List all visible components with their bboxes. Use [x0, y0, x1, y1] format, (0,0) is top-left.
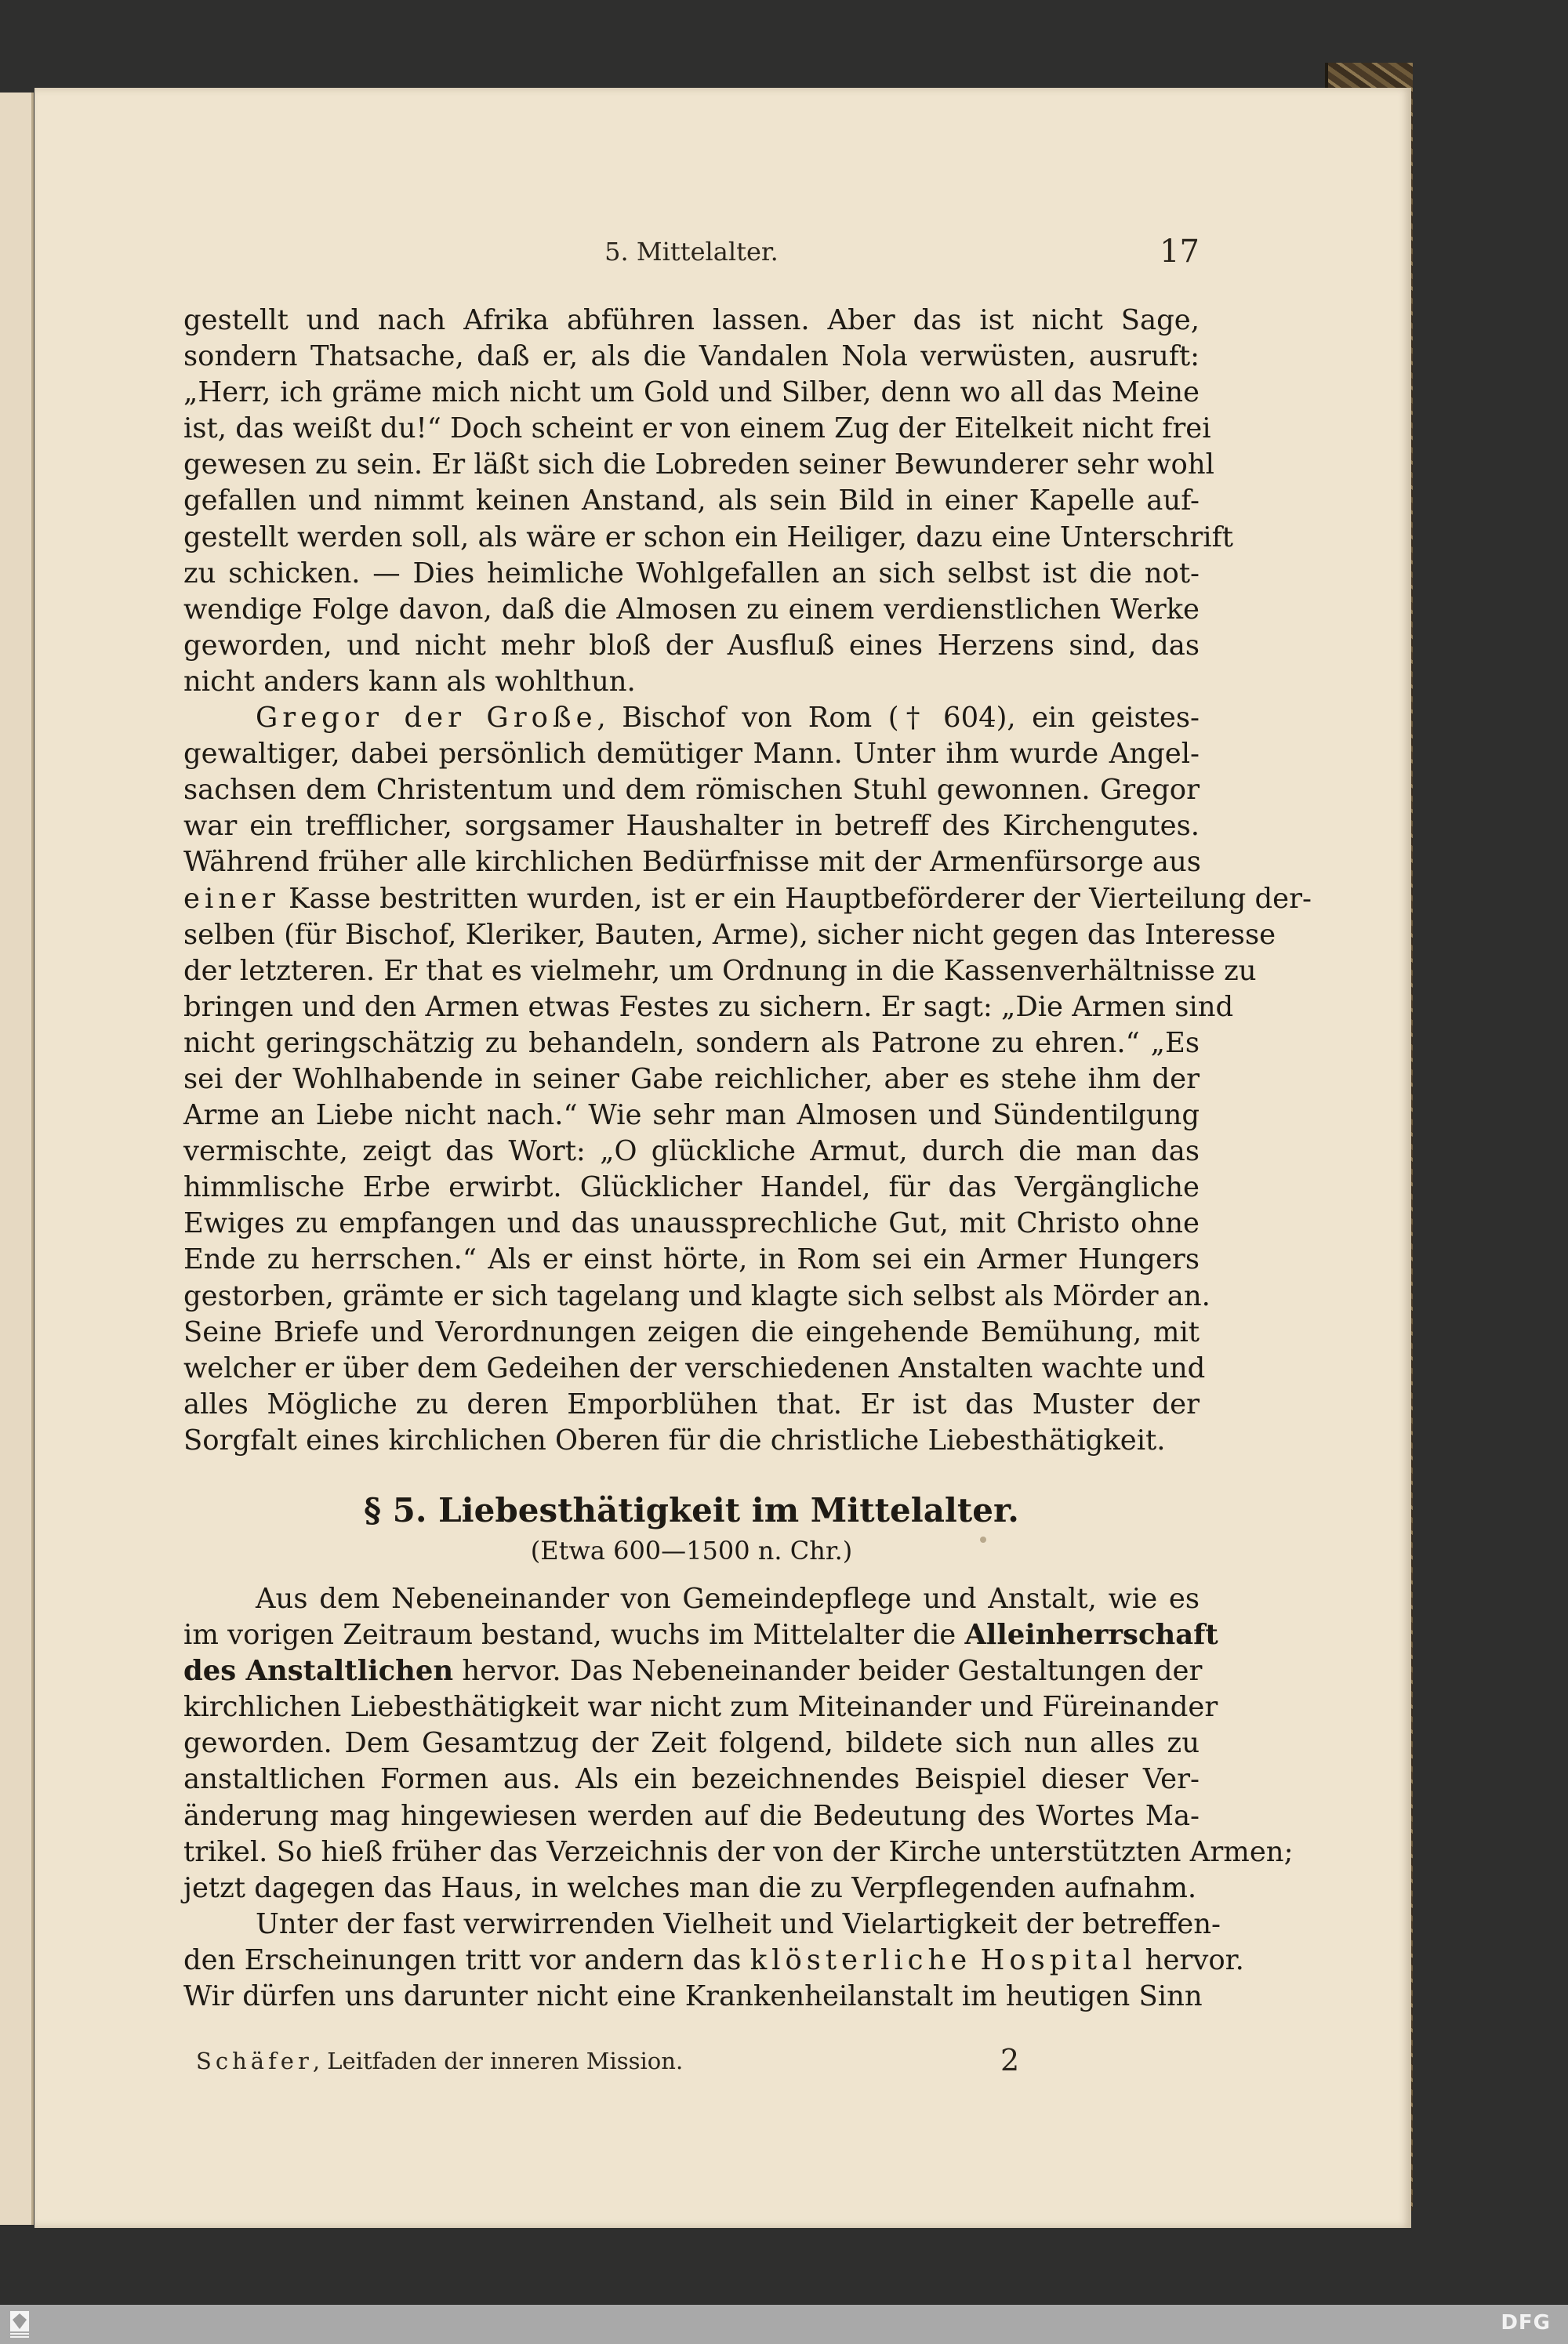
- text-line: Wir dürfen uns darunter nicht eine Krankenheilanstalt im heutigen Sinn: [183, 1980, 1203, 2013]
- text-line: sei der Wohlhabende in seiner Gabe reichlicher, aber es stehe ihm der: [183, 1062, 1200, 1095]
- body-text: [183, 303, 1312, 2015]
- text-line: Sorgfalt eines kirchlichen Oberen für die christliche Liebesthätigkeit.: [183, 1424, 1166, 1457]
- text-line: gewesen zu sein. Er läßt sich die Lobreden seiner Bewunderer sehr wohl: [183, 448, 1214, 481]
- text-span: Kasse bestritten wurden, ist er ein Hauptbeförderer der Vierteilung der-: [279, 882, 1312, 915]
- text-line: war ein trefflicher, sorgsamer Haushalter in betreff des Kirchengutes.: [183, 810, 1200, 843]
- running-title: 5. Mittelalter.: [604, 237, 779, 267]
- page-number: 17: [1160, 234, 1200, 270]
- text-line: Während früher alle kirchlichen Bedürfnisse mit der Armenfürsorge aus: [183, 846, 1201, 879]
- text-line: ist, das weißt du!“ Doch scheint er von einem Zug der Eitelkeit nicht frei: [183, 412, 1211, 445]
- bold-term: des Anstaltlichen: [183, 1655, 454, 1688]
- text-line: selben (für Bischof, Kleriker, Bauten, Arme), sicher nicht gegen das Interesse: [183, 918, 1276, 951]
- footer-author: Schäfer: [196, 2048, 313, 2074]
- section-dates: (Etwa 600—1500 n. Chr.): [530, 1536, 853, 1566]
- text-line: nicht geringschätzig zu behandeln, sondern als Patrone zu ehren.“ „Es: [183, 1026, 1200, 1059]
- paragraph-1: [183, 303, 1233, 700]
- text-line: alles Mögliche zu deren Emporblühen that. Er ist das Muster der: [183, 1388, 1200, 1421]
- text-span: im vorigen Zeitraum bestand, wuchs im Mittelalter die: [183, 1619, 965, 1652]
- bold-term: Alleinherrschaft: [964, 1619, 1218, 1652]
- text-line: der letzteren. Er that es vielmehr, um Ordnung in die Kassenverhältnisse zu: [183, 954, 1257, 987]
- text-span: den Erscheinungen tritt vor andern das: [183, 1943, 750, 1976]
- text-line: sachsen dem Christentum und dem römischen Stuhl gewonnen. Gregor: [183, 774, 1200, 807]
- text-line: Ende zu herrschen.“ Als er einst hörte, in Rom sei ein Armer Hungers: [183, 1243, 1200, 1276]
- facing-page-edge: [0, 93, 34, 2225]
- text-line: gestorben, grämte er sich tagelang und klagte sich selbst als Mörder an.: [183, 1279, 1210, 1312]
- text-line: [183, 881, 1312, 917]
- emphasis-word: einer: [183, 882, 280, 915]
- paragraph-2: [183, 700, 1312, 1459]
- page-footer: [183, 2043, 1200, 2087]
- text-line: geworden. Dem Gesamtzug der Zeit folgend, bildete sich nun alles zu: [183, 1727, 1200, 1760]
- text-line: himmlische Erbe erwirbt. Glücklicher Handel, für das Vergängliche: [183, 1171, 1200, 1204]
- text-line: Unter der fast verwirrenden Vielheit und Vielartigkeit der betreffen-: [256, 1907, 1221, 1940]
- text-line: änderung mag hingewiesen werden auf die Bedeutung des Wortes Ma-: [183, 1799, 1200, 1832]
- text-line: zu schicken. — Dies heimliche Wohlgefallen an sich selbst ist die not-: [183, 557, 1200, 590]
- text-line: kirchlichen Liebesthätigkeit war nicht zum Miteinander und Füreinander: [183, 1691, 1218, 1724]
- text-line: jetzt dagegen das Haus, in welches man die zu Verpflegenden aufnahm.: [183, 1871, 1197, 1904]
- text-line: Seine Briefe und Verordnungen zeigen die eingehende Bemühung, mit: [183, 1315, 1200, 1348]
- text-line: nicht anders kann als wohlthun.: [183, 665, 636, 698]
- text-line: gefallen und nimmt keinen Anstand, als sein Bild in einer Kapelle auf-: [183, 484, 1200, 517]
- text-line: bringen und den Armen etwas Festes zu sichern. Er sagt: „Die Armen sind: [183, 990, 1234, 1023]
- text-line: gestellt und nach Afrika abführen lassen. Aber das ist nicht Sage,: [183, 304, 1200, 336]
- person-name: Gregor der Große: [256, 702, 597, 735]
- section-heading: § 5. Liebesthätigkeit im Mittelalter.: [364, 1491, 1019, 1529]
- emphasis-word: klösterliche: [750, 1943, 972, 1976]
- text-line: Ewiges zu empfangen und das unaussprechliche Gut, mit Christo ohne: [183, 1207, 1200, 1240]
- emphasis-word: Hospital: [980, 1943, 1137, 1976]
- text-line: Arme an Liebe nicht nach.“ Wie sehr man Almosen und Sündentilgung: [183, 1099, 1200, 1132]
- text-line: gestellt werden soll, als wäre er schon ein Heiliger, dazu eine Unterschrift: [183, 521, 1233, 553]
- text-span: , Bischof von Rom († 604), ein geistes-: [597, 702, 1200, 735]
- printer-signature: 2: [1000, 2043, 1020, 2077]
- page-header: [183, 234, 1200, 276]
- dfg-logo: DFG: [1501, 2311, 1551, 2335]
- paragraph-3: [183, 1581, 1294, 1907]
- footer-title: , Leitfaden der inneren Mission.: [312, 2048, 684, 2074]
- text-line: vermischte, zeigt das Wort: „O glückliche Armut, durch die man das: [183, 1135, 1200, 1168]
- text-line: wendige Folge davon, daß die Almosen zu einem verdienstlichen Werke: [183, 593, 1200, 626]
- text-line: [183, 1943, 1244, 1979]
- text-span: hervor.: [1136, 1943, 1244, 1976]
- text-line: anstaltlichen Formen aus. Als ein bezeichnendes Beispiel dieser Ver-: [183, 1763, 1200, 1796]
- text-line: „Herr, ich gräme mich nicht um Gold und Silber, denn wo all das Meine: [183, 376, 1200, 409]
- library-logo-icon: [8, 2310, 31, 2339]
- text-line: trikel. So hieß früher das Verzeichnis der von der Kirche unterstützten Armen;: [183, 1835, 1294, 1868]
- text-line: geworden, und nicht mehr bloß der Ausfluß eines Herzens sind, das: [183, 629, 1200, 662]
- text-line: [183, 1617, 1218, 1653]
- footer-citation: [196, 2048, 683, 2074]
- text-line: [183, 700, 1200, 736]
- text-line: [183, 1653, 1203, 1689]
- text-span: hervor. Das Nebeneinander beider Gestaltungen der: [453, 1655, 1203, 1688]
- text-line: sondern Thatsache, daß er, als die Vandalen Nola verwüsten, ausruft:: [183, 340, 1200, 373]
- paragraph-4: [183, 1907, 1244, 2015]
- paper-speck: [980, 1537, 986, 1543]
- text-line: welcher er über dem Gedeihen der verschiedenen Anstalten wachte und: [183, 1352, 1206, 1384]
- viewer-bottom-bar: [0, 2305, 1568, 2344]
- text-line: gewaltiger, dabei persönlich demütiger Mann. Unter ihm wurde Angel-: [183, 738, 1200, 771]
- text-line: Aus dem Nebeneinander von Gemeindepflege und Anstalt, wie es: [256, 1583, 1200, 1615]
